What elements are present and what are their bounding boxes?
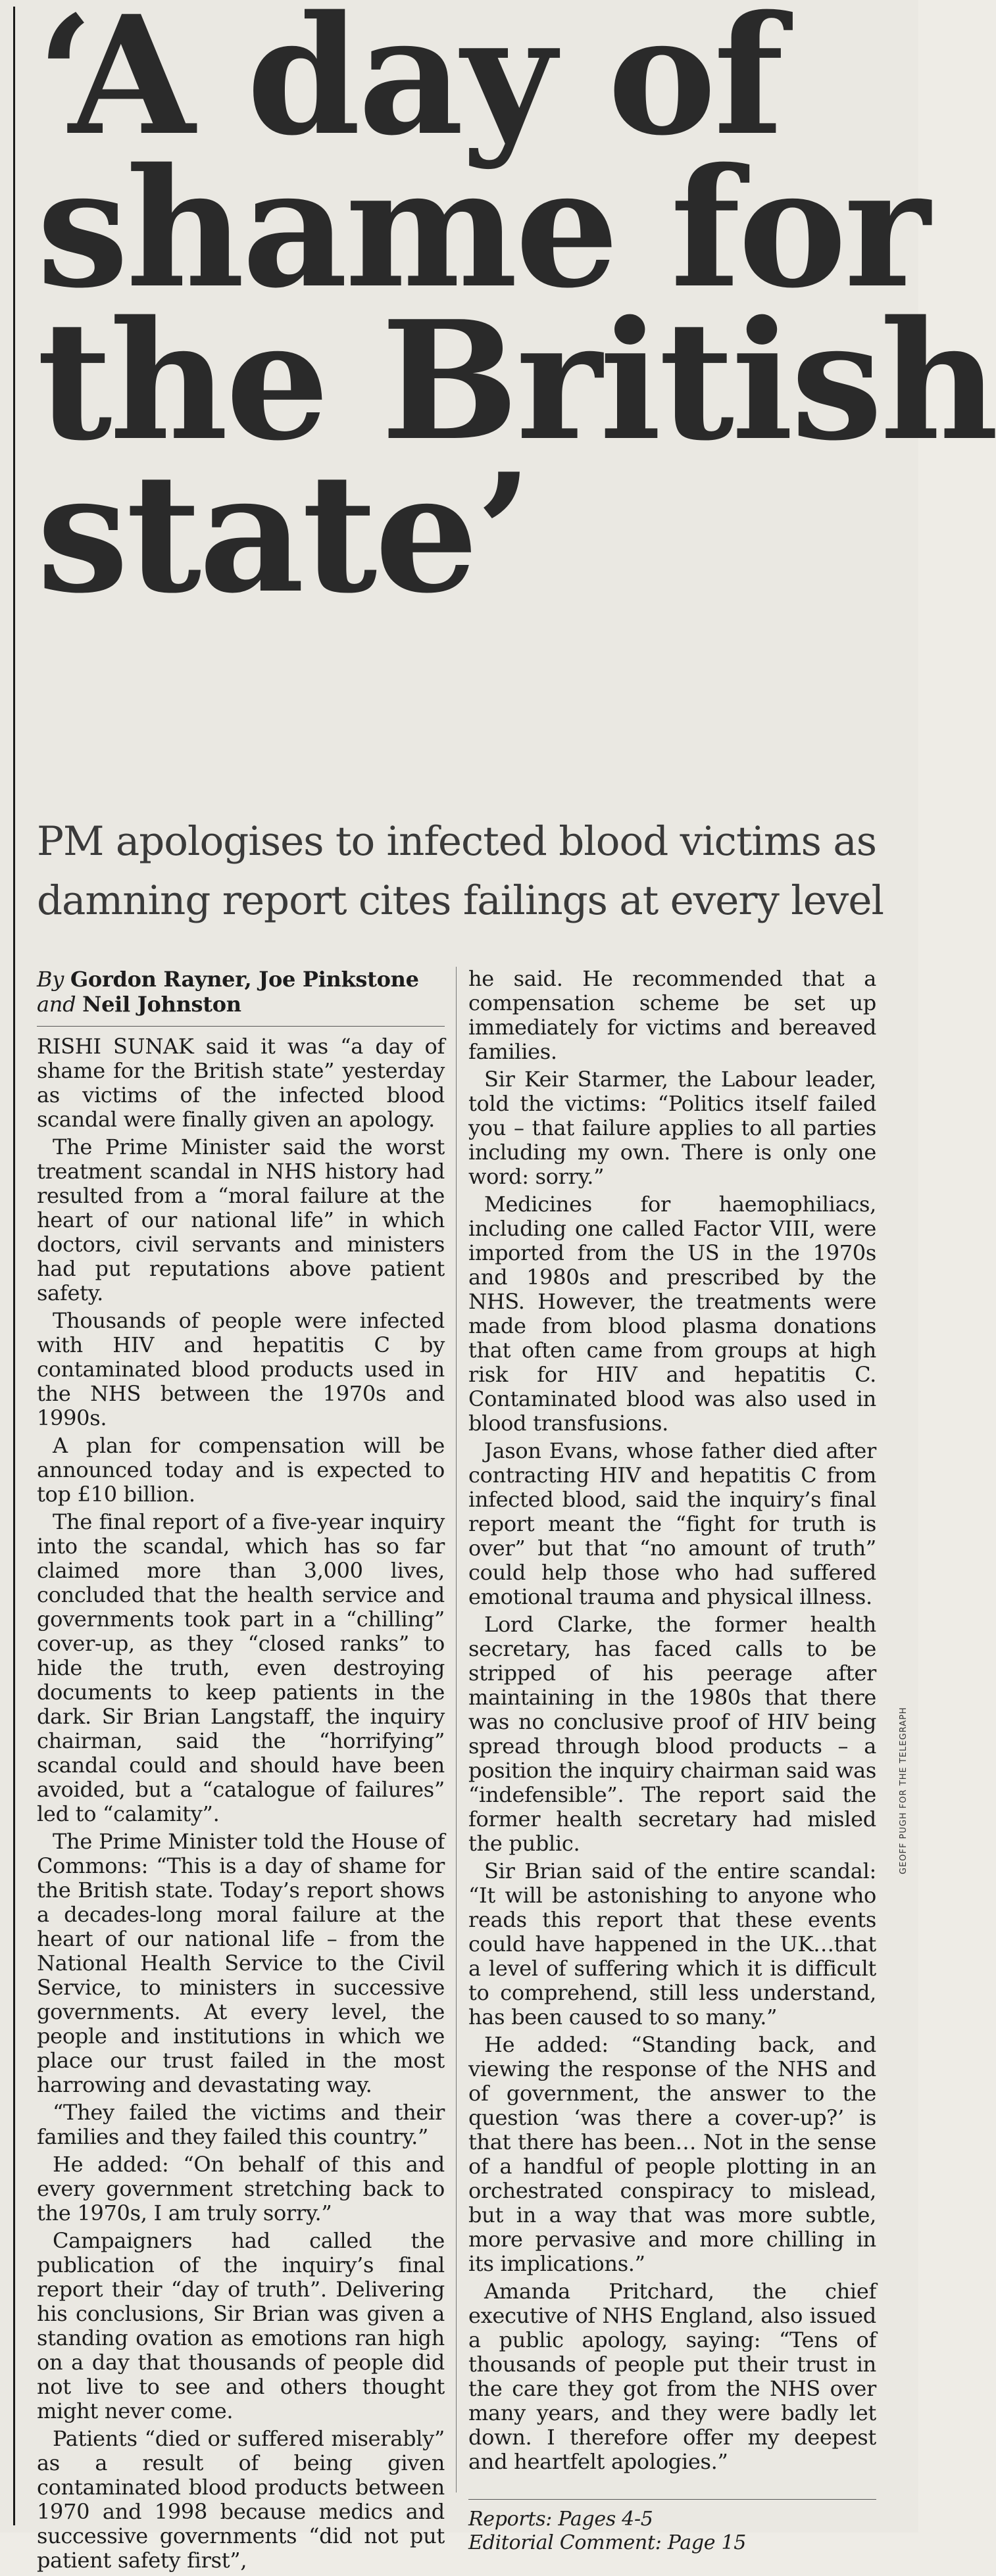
paragraph: A plan for compensation will be announced today and is expected to top £10 billion. xyxy=(37,1433,445,1507)
page-reference: Reports: Pages 4-5 xyxy=(468,2508,653,2531)
byline-names: Gordon Rayner, Joe Pinkstone xyxy=(70,967,419,992)
paragraph: He added: “On behalf of this and every government stretching back to the 1970s, I am truly sorry.” xyxy=(37,2152,445,2225)
headline-line: shame for xyxy=(37,133,928,324)
lead-paragraph-text: said it was “a day of shame for the British state” yesterday as victims of the infected blood scandal were finally given an apology. xyxy=(37,1034,445,1132)
paragraph: Medicines for haemophiliacs, including one called Factor VIII, were imported from the US in the 1970s and 1980s and prescribed by the NHS. However, the treatments were made from blood plasma donations that often came from groups at high risk for HIV and hepatitis C. Contaminated blood was also used in blood transfusions. xyxy=(468,1192,876,1436)
paragraph: Thousands of people were infected with HIV and hepatitis C by contaminated blood products used in the NHS between the 1970s and 1990s. xyxy=(37,1308,445,1430)
paragraph: Sir Brian said of the entire scandal: “It will be astonishing to anyone who reads this report that these events could have happened in the UK…that a level of suffering which it is difficult to comprehend, still less understand, has been caused to so many.” xyxy=(468,1859,876,2029)
byline xyxy=(37,967,445,1017)
headline-line: the British xyxy=(37,285,996,477)
paragraph: Amanda Pritchard, the chief executive of NHS England, also issued a public apology, saying: “Tens of thousands of people put their trust in the care they got from the NHS over many years, and they were badly let down. I therefore offer my deepest and heartfelt apologies.” xyxy=(468,2279,876,2474)
headline-line: ‘A day of xyxy=(37,0,782,172)
paragraph: Lord Clarke, the former health secretary, has faced calls to be stripped of his peerage after maintaining in the 1980s that there was no conclusive proof of HIV being spread through blood products – a position the inquiry chairman said was “indefensible”. The report said the former health secretary had misled the public. xyxy=(468,1612,876,1856)
article-column-left xyxy=(37,967,445,2576)
page-reference: Editorial Comment: Page 15 xyxy=(468,2531,747,2554)
headline xyxy=(37,0,996,629)
article-column-right xyxy=(468,967,876,2555)
paragraph: Campaigners had called the publication of the inquiry’s final report their “day of truth”. Delivering his conclusions, Sir Brian was given a standing ovation as emotions ran high on a day that thousands of people did not live to see and others thought might never come. xyxy=(37,2228,445,2423)
paragraph: The Prime Minister told the House of Commons: “This is a day of shame for the British state. Today’s report shows a decades-long moral failure at the heart of our national life – from the National Health Service to the Civil Service, to ministers in successive governments. At every level, the people and institutions in which we place our trust failed in the most harrowing and devastating way. xyxy=(37,1829,445,2097)
byline-and: and xyxy=(37,992,76,1017)
paragraph: The Prime Minister said the worst treatment scandal in NHS history had resulted from a “moral failure at the heart of our national life” in which doctors, civil servants and ministers had put reputations above patient safety. xyxy=(37,1134,445,1305)
paragraph: Sir Keir Starmer, the Labour leader, told the victims: “Politics itself failed you – that failure applies to all parties including my own. There is only one word: sorry.” xyxy=(468,1067,876,1189)
references-rule xyxy=(468,2499,876,2500)
lead-paragraph xyxy=(37,1034,445,1132)
paragraph: “They failed the victims and their families and they failed this country.” xyxy=(37,2100,445,2149)
lead-in-caps: RISHI SUNAK xyxy=(37,1034,194,1059)
paragraph: He added: “Standing back, and viewing the response of the NHS and of government, the answer to the question ‘was there a cover-up?’ is that there has been… Not in the sense of a handful of people plotting in an orchestrated conspiracy to mislead, but in a way that was more subtle, more pervasive and more chilling in its implications.” xyxy=(468,2032,876,2276)
photo-credit: GEOFF PUGH FOR THE TELEGRAPH xyxy=(899,1707,909,1874)
paragraph: Patients “died or suffered miserably” as a result of being given contaminated blood products between 1970 and 1998 because medics and successive governments “did not put patient safety first”, xyxy=(37,2426,445,2573)
standfirst xyxy=(37,812,892,931)
left-column-rule xyxy=(13,7,15,2525)
byline-rule xyxy=(37,1026,445,1027)
paragraph: The final report of a five-year inquiry into the scandal, which has so far claimed more than 3,000 lives, concluded that the health service and governments took part in a “chilling” cover-up, as they “closed ranks” to hide the truth, even destroying documents to keep patients in the dark. Sir Brian Langstaff, the inquiry chairman, said the “horrifying” scandal could and should have been avoided, but a “catalogue of failures” led to “calamity”. xyxy=(37,1509,445,1826)
byline-names: Neil Johnston xyxy=(82,992,241,1017)
standfirst-line: PM apologises to infected blood victims as xyxy=(37,818,877,865)
column-divider xyxy=(456,967,457,2492)
paragraph: Jason Evans, whose father died after contracting HIV and hepatitis C from infected blood, said the inquiry’s final report meant the “fight for truth is over” but that “no amount of truth” could help those who had suffered emotional trauma and physical illness. xyxy=(468,1438,876,1609)
byline-by: By xyxy=(37,967,64,992)
headline-line: state’ xyxy=(37,438,530,629)
standfirst-line: damning report cites failings at every level xyxy=(37,877,884,924)
paragraph: he said. He recommended that a compensation scheme be set up immediately for victims and bereaved families. xyxy=(468,966,876,1064)
